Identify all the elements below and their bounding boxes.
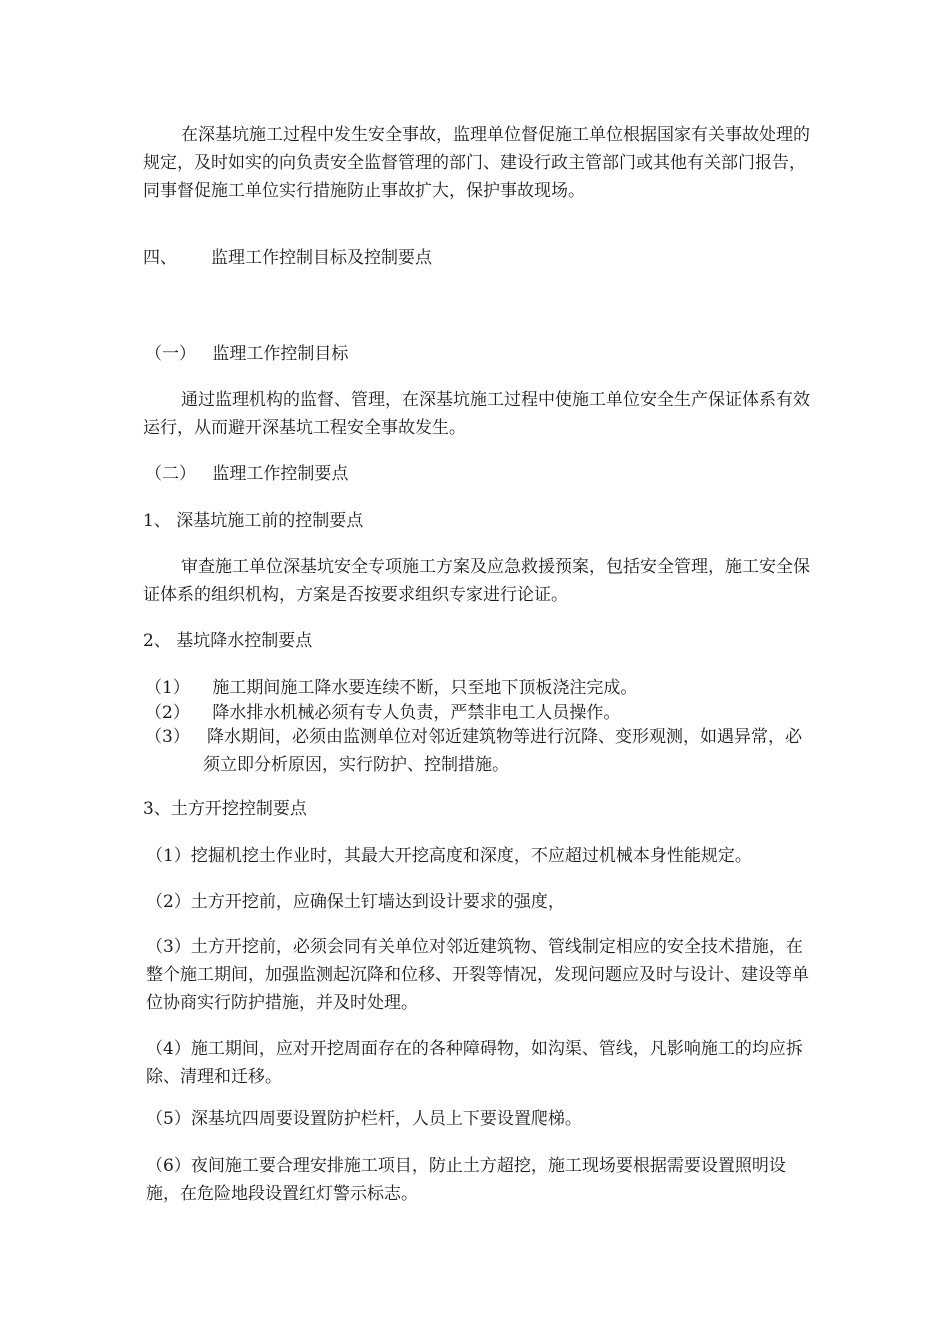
item-2-point-1-number: （1） [145, 678, 190, 698]
item-3-point-6: （6）夜间施工要合理安排施工项目，防止土方超挖，施工现场要根据需要设置照明设施，在危险地段设置红灯警示标志。 [146, 1156, 786, 1204]
section-4-title: 监理工作控制目标及控制要点 [211, 248, 432, 268]
item-2-point-1-text: 施工期间施工降水要连续不断，只至地下顶板浇注完成。 [212, 678, 638, 698]
item-1-paragraph: 审查施工单位深基坑安全专项施工方案及应急救援预案，包括安全管理，施工安全保证体系的组织机构，方案是否按要求组织专家进行论证。 [143, 557, 810, 605]
item-2-point-3 [145, 723, 813, 779]
item-3-point-4: （4）施工期间，应对开挖周面存在的各种障碍物，如沟渠、管线，凡影响施工的均应拆除、清理和迁移。 [146, 1039, 803, 1087]
sub-1-number: （一） [145, 344, 196, 364]
sub-1-title: 监理工作控制目标 [212, 344, 349, 364]
item-2-heading: 2、 基坑降水控制要点 [143, 631, 313, 651]
item-2-point-2-number: （2） [145, 703, 190, 723]
item-2-point-2-text: 降水排水机械必须有专人负责，严禁非电工人员操作。 [212, 703, 621, 723]
item-3-heading: 3、土方开挖控制要点 [143, 799, 307, 819]
item-2-point-3-text: 降水期间，必须由监测单位对邻近建筑物等进行沉降、变形观测，如遇异常，必须立即分析原因，实行防护、控制措施。 [203, 727, 802, 775]
item-3-point-3: （3）土方开挖前，必须会同有关单位对邻近建筑物、管线制定相应的安全技术措施，在整个施工期间，加强监测起沉降和位移、开裂等情况，发现问题应及时与设计、建设等单位协商实行防护措施，并及时处理。 [146, 937, 809, 1013]
item-1-heading: 1、 深基坑施工前的控制要点 [143, 511, 364, 531]
item-2-point-1 [145, 674, 637, 702]
sub-1-paragraph: 通过监理机构的监督、管理，在深基坑施工过程中使施工单位安全生产保证体系有效运行，从而避开深基坑工程安全事故发生。 [143, 390, 810, 438]
section-4-number: 四、 [143, 248, 177, 268]
sub-2-title: 监理工作控制要点 [212, 464, 349, 484]
sub-2-number: （二） [145, 464, 196, 484]
item-3-point-1: （1）挖掘机挖土作业时，其最大开挖高度和深度，不应超过机械本身性能规定。 [146, 846, 752, 866]
item-3-point-5: （5）深基坑四周要设置防护栏杆，人员上下要设置爬梯。 [146, 1109, 582, 1129]
sub-2-heading [145, 460, 348, 488]
item-3-point-2: （2）土方开挖前，应确保土钉墙达到设计要求的强度， [146, 892, 565, 912]
item-2-point-3-number: （3） [145, 727, 190, 747]
intro-paragraph: 在深基坑施工过程中发生安全事故，监理单位督促施工单位根据国家有关事故处理的规定，及时如实的向负责安全监督管理的部门、建设行政主管部门或其他有关部门报告，同事督促施工单位实行措施防止事故扩大，保护事故现场。 [143, 125, 810, 201]
sub-1-heading [145, 340, 348, 368]
section-4-heading [143, 244, 432, 272]
